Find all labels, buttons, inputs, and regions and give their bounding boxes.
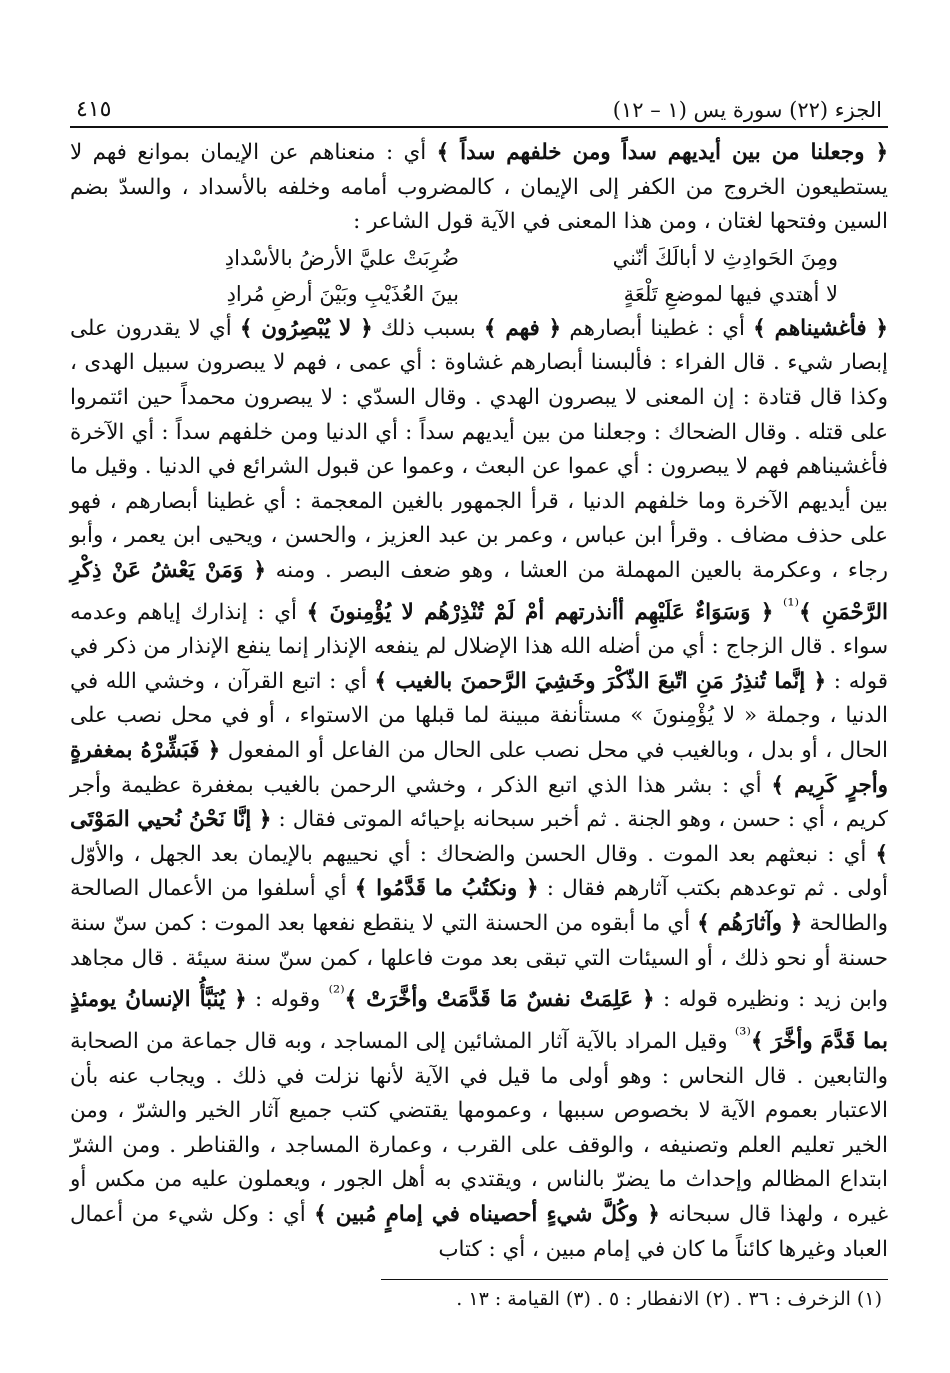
commentary-text bbox=[773, 600, 783, 625]
quran-quote: ﴿ وَسَوَاءٌ عَلَيْهِم أأنذرتهم أمْ لَمْ تُنْذِرْهُم لا يُؤْمِنونَ ﴾ bbox=[306, 599, 774, 625]
page-body bbox=[70, 136, 888, 1267]
quran-quote: ﴿ فهم ﴾ bbox=[483, 315, 562, 341]
commentary-text: أي لا يقدرون على إبصار شيء . قال الفراء : فألبسنا أبصارهم غشاوة : أي عمى ، فهم لا يبصرون سبيل الهدى ، وكذا قال قتادة : إن المعنى لا يبصرون الهدي . وقال السدّي : لا يبصرون محمداً حين ائتمروا على قتله . وقال الضحاك : وجعلنا من بين أيديهم سداً : أي الدنيا ومن خلفهم سداً : أي الآخرة فأغشيناهم فهم لا يبصرون : أي عموا عن البعث ، وعموا عن قبول الشرائع في الدنيا . وقيل ما بين أيديهم الآخرة وما خلفهم الدنيا ، قرأ الجمهور بالغين المعجمة : أي غطينا أبصارهم ، فهو على حذف مضاف . وقرأ ابن عباس ، وعمر بن عبد العزيز ، والحسن ، ويحيى ابن يعمر ، وأبو رجاء ، وعكرمة بالعين المهملة من العشا ، وهو ضعف البصر . ومنه bbox=[70, 315, 889, 583]
footnote-marker: ⁽¹⁾ bbox=[783, 594, 799, 616]
commentary-text: أي : إنذارك إياهم وعدمه سواء . قال الزجاج : أي من أضله الله هذا الإضلال لم ينفعه الإنذار إنما ينفع الإنذار من ذكر في قوله : bbox=[70, 599, 888, 694]
page-number: ٤١٥ bbox=[76, 97, 112, 122]
header-title: الجزء (٢٢) سورة يس (١ – ١٢) bbox=[612, 98, 882, 122]
quran-quote: ﴿ وكُلَّ شيءٍ أحصيناه في إمامٍ مُبين ﴾ bbox=[314, 1202, 660, 1227]
quran-quote: ﴿ وَمَنْ يَعْشُ عَنْ ذِكْرِ الرَّحْمَنِ ﴾ bbox=[70, 557, 888, 625]
poem-line-1-second-half: ضُرِبَتْ عليَّ الأرضُ بالأسْدادِ bbox=[224, 245, 459, 270]
commentary-text: أي ما أبقوه من الحسنة التي لا ينقطع نفعها بعد الموت : كمن سنّ سنة حسنة أو نحو ذلك ، أو السيئات التي تبقى بعد موت فاعلها ، كمن سنّ سنة سيئة . قال مجاهد وابن زيد : ونظيره قوله : bbox=[70, 911, 888, 1013]
commentary-text: وقيل المراد بالآية آثار المشائين إلى المساجد ، وبه قال جماعة من الصحابة والتابعين . قال النحاس : وهو أولى ما قيل في الآية لأنها نزلت في ذلك . ويجاب عنه بأن الاعتبار بعموم الآية لا بخصوص سببها ، وعمومها يقتضي كتب جميع آثار الخير والشرّ ، ومن الخير تعليم العلم وتصنيفه ، والوقف على القرب ، وعمارة المساجد ، والقناطر . ومن الشرّ ابتداع المظالم وإحداث ما يضرّ بالناس ، ويقتدي به أهل الجور ، ويعملون عليه من مكس أو غيره ، ولهذا قال سبحانه bbox=[70, 1029, 889, 1227]
commentary-text: أي : نبعثهم بعد الموت . وقال الحسن والضحاك : أي نحييهم بالإيمان بعد الجهل ، والأوّل أولى . ثم توعدهم بكتب آثارهم فقال : bbox=[70, 841, 888, 902]
commentary-text: بسبب ذلك bbox=[372, 315, 484, 341]
page-header bbox=[70, 88, 888, 128]
quran-quote: ﴿ فأغشيناهم ﴾ bbox=[753, 315, 888, 341]
quran-quote: ﴿ يُنَبَّأُ الإنسانُ يومئذٍ بما قَدَّمَ وأخَّرَ ﴾ bbox=[70, 987, 888, 1055]
poem-line-2-second-half: بينَ العُذَيْبِ وبَيْنَ أرضِ مُرادِ bbox=[226, 281, 459, 306]
quran-quote: ﴿ وجعلنا من بين أيديهم سداً ومن خلفهم سداً ﴾ bbox=[436, 140, 888, 165]
quran-quote: ﴿ إنَّما تُنذِرُ مَنِ اتّبعَ الذّكْرَ وخَشِيَ الرَّحمنَ بالغيب ﴾ bbox=[374, 668, 827, 694]
paragraph-1 bbox=[70, 136, 888, 240]
commentary-text: أي : وكل شيء من أعمال العباد وغيرها كائناً ما كان في إمام مبين ، أي : كتاب bbox=[70, 1202, 888, 1262]
paragraph-2 bbox=[70, 312, 888, 1267]
commentary-text: أي : منعناهم عن الإيمان بموانع فهم لا يستطيعون الخروج من الكفر إلى الإيمان ، كالمضروب أمامه وخلفه بالأسداد ، والسدّ بضم السين وفتحها لغتان ، ومن هذا المعنى في الآية قول الشاعر : bbox=[70, 140, 888, 235]
commentary-text: وقوله : bbox=[246, 987, 329, 1013]
quran-quote: ﴿ فَبَشِّرْهُ بمغفرةٍ وأجرٍ كَرِيم ﴾ bbox=[70, 738, 888, 798]
poem bbox=[70, 240, 888, 312]
footnote-divider bbox=[381, 1279, 888, 1280]
poem-line-2-first-half: لا أهتدي فيها لموضعِ تَلْعَةٍ bbox=[623, 281, 838, 306]
quran-quote: ﴿ إنَّا نَحْنُ نُحيي المَوْتَى ﴾ bbox=[70, 807, 888, 867]
quran-quote: ﴿ عَلِمَتْ نفسٌ مَا قَدَّمَتْ وأخَّرَتْ ﴾ bbox=[344, 987, 655, 1013]
quran-quote: ﴿ لا يُبْصِرُون ﴾ bbox=[239, 315, 373, 341]
footnotes: (١) الزخرف : ٣٦ . (٢) الانفطار : ٥ . (٣) القيامة : ١٣ . bbox=[456, 1288, 882, 1311]
quran-quote: ﴿ ونكتُبُ ما قَدَّمُوا ﴾ bbox=[354, 876, 539, 902]
commentary-text: أي : بشر هذا الذي اتبع الذكر ، وخشي الرحمن بالغيب بمغفرة عظيمة وأجر كريم ، أي : حسن ، وهو الجنة . ثم أخبر سبحانه بإحيائه الموتى فقال : bbox=[70, 772, 888, 833]
footnote-marker: ⁽²⁾ bbox=[328, 982, 345, 1004]
commentary-text: أي : اتبع القرآن ، وخشي الله في الدنيا ، وجملة « لا يُؤْمِنونَ » مستأنفة مبينة لما قبلها من الاستواء ، أو في محل نصب على الحال ، أو بدل ، وبالغيب في محل نصب على الحال من الفاعل أو المفعول bbox=[70, 668, 888, 764]
commentary-text: أي : غطينا أبصارهم bbox=[561, 315, 754, 341]
footnote-marker: ⁽³⁾ bbox=[734, 1023, 751, 1045]
poem-line-1-first-half: ومِنَ الحَوادِثِ لا أبالَكَ أنّني bbox=[612, 245, 838, 270]
commentary-text: أي أسلفوا من الأعمال الصالحة والطالحة bbox=[70, 876, 888, 936]
quran-quote: ﴿ وآثارَهُم ﴾ bbox=[697, 911, 803, 936]
